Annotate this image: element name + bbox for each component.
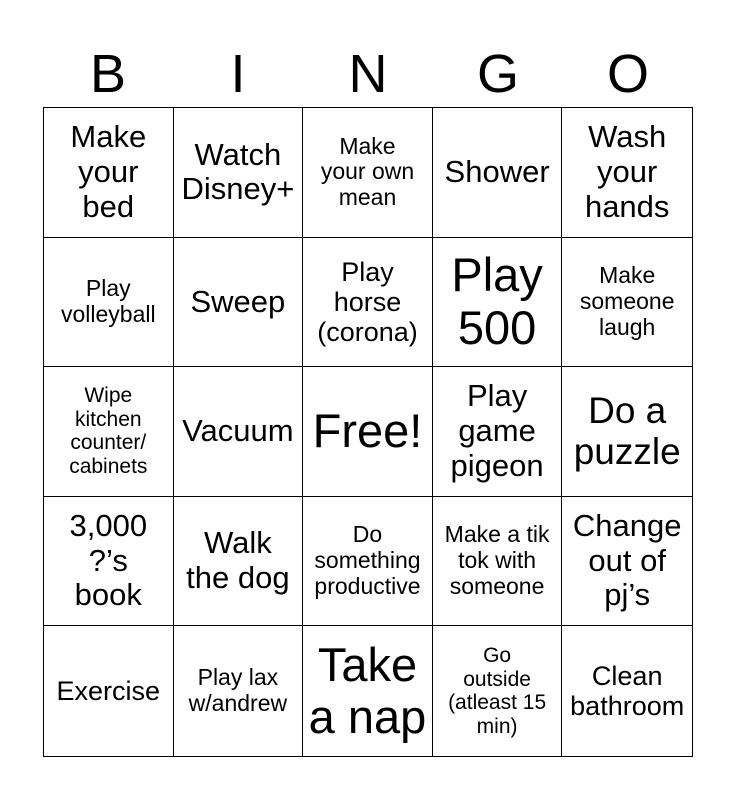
cell-text: Make a tik tok with someone xyxy=(444,521,550,599)
bingo-cell-r1-c4[interactable] xyxy=(433,108,563,238)
header-letter-g: G xyxy=(476,44,519,104)
header-letter-n: N xyxy=(348,44,388,104)
bingo-header xyxy=(43,40,693,108)
cell-text: Make your bed xyxy=(70,119,147,224)
bingo-cell-r2-c5[interactable] xyxy=(562,238,692,368)
bingo-cell-r4-c4[interactable] xyxy=(433,497,563,627)
cell-text: Vacuum xyxy=(182,413,294,449)
bingo-cell-r3-c4[interactable] xyxy=(433,367,563,497)
bingo-board xyxy=(43,107,693,757)
bingo-cell-r2-c2[interactable] xyxy=(174,238,304,368)
cell-text: Play lax w/andrew xyxy=(188,664,288,717)
cell-text: Play 500 xyxy=(451,248,543,354)
header-letter-b: B xyxy=(89,44,127,104)
bingo-cell-free[interactable] xyxy=(303,367,433,497)
bingo-cell-r4-c2[interactable] xyxy=(174,497,304,627)
cell-text: Do something productive xyxy=(314,521,421,599)
cell-text: Exercise xyxy=(56,676,161,707)
cell-text: Wash your hands xyxy=(584,119,670,224)
cell-text: Watch Disney+ xyxy=(181,136,295,207)
cell-text: Shower xyxy=(444,153,550,189)
cell-text: Walk the dog xyxy=(186,525,290,596)
bingo-cell-r2-c3[interactable] xyxy=(303,238,433,368)
cell-text: Go outside (atleast 15 min) xyxy=(448,644,547,738)
bingo-cell-r3-c1[interactable] xyxy=(44,367,174,497)
cell-text: 3,000 ?’s book xyxy=(69,508,148,613)
bingo-cell-r2-c1[interactable] xyxy=(44,238,174,368)
bingo-cell-r3-c2[interactable] xyxy=(174,367,304,497)
cell-text: Make someone laugh xyxy=(579,262,675,340)
bingo-cell-r1-c5[interactable] xyxy=(562,108,692,238)
bingo-cell-r2-c4[interactable] xyxy=(433,238,563,368)
cell-text: Change out of pj’s xyxy=(572,508,682,613)
cell-text: Take a nap xyxy=(308,637,427,744)
header-letter-i: I xyxy=(230,44,246,104)
bingo-cell-r1-c2[interactable] xyxy=(174,108,304,238)
bingo-cell-r1-c3[interactable] xyxy=(303,108,433,238)
bingo-cell-r5-c1[interactable] xyxy=(44,626,174,756)
bingo-cell-r4-c5[interactable] xyxy=(562,497,692,627)
bingo-cell-r1-c1[interactable] xyxy=(44,108,174,238)
cell-text: Make your own mean xyxy=(320,132,415,211)
cell-text: Wipe kitchen counter/ cabinets xyxy=(69,384,148,478)
free-space-text: Free! xyxy=(312,404,423,458)
bingo-cell-r5-c5[interactable] xyxy=(562,626,692,756)
header-letter-o: O xyxy=(606,44,649,104)
bingo-cell-r4-c1[interactable] xyxy=(44,497,174,627)
cell-text: Do a puzzle xyxy=(573,390,681,473)
cell-text: Play volleyball xyxy=(60,275,156,327)
bingo-cell-r5-c2[interactable] xyxy=(174,626,304,756)
bingo-cell-r5-c3[interactable] xyxy=(303,626,433,756)
bingo-cell-r3-c5[interactable] xyxy=(562,367,692,497)
cell-text: Play game pigeon xyxy=(450,378,544,483)
cell-text: Clean bathroom xyxy=(570,660,685,722)
bingo-cell-r5-c4[interactable] xyxy=(433,626,563,756)
cell-text: Sweep xyxy=(190,283,286,319)
bingo-cell-r4-c3[interactable] xyxy=(303,497,433,627)
cell-text: Play horse (corona) xyxy=(317,256,418,347)
